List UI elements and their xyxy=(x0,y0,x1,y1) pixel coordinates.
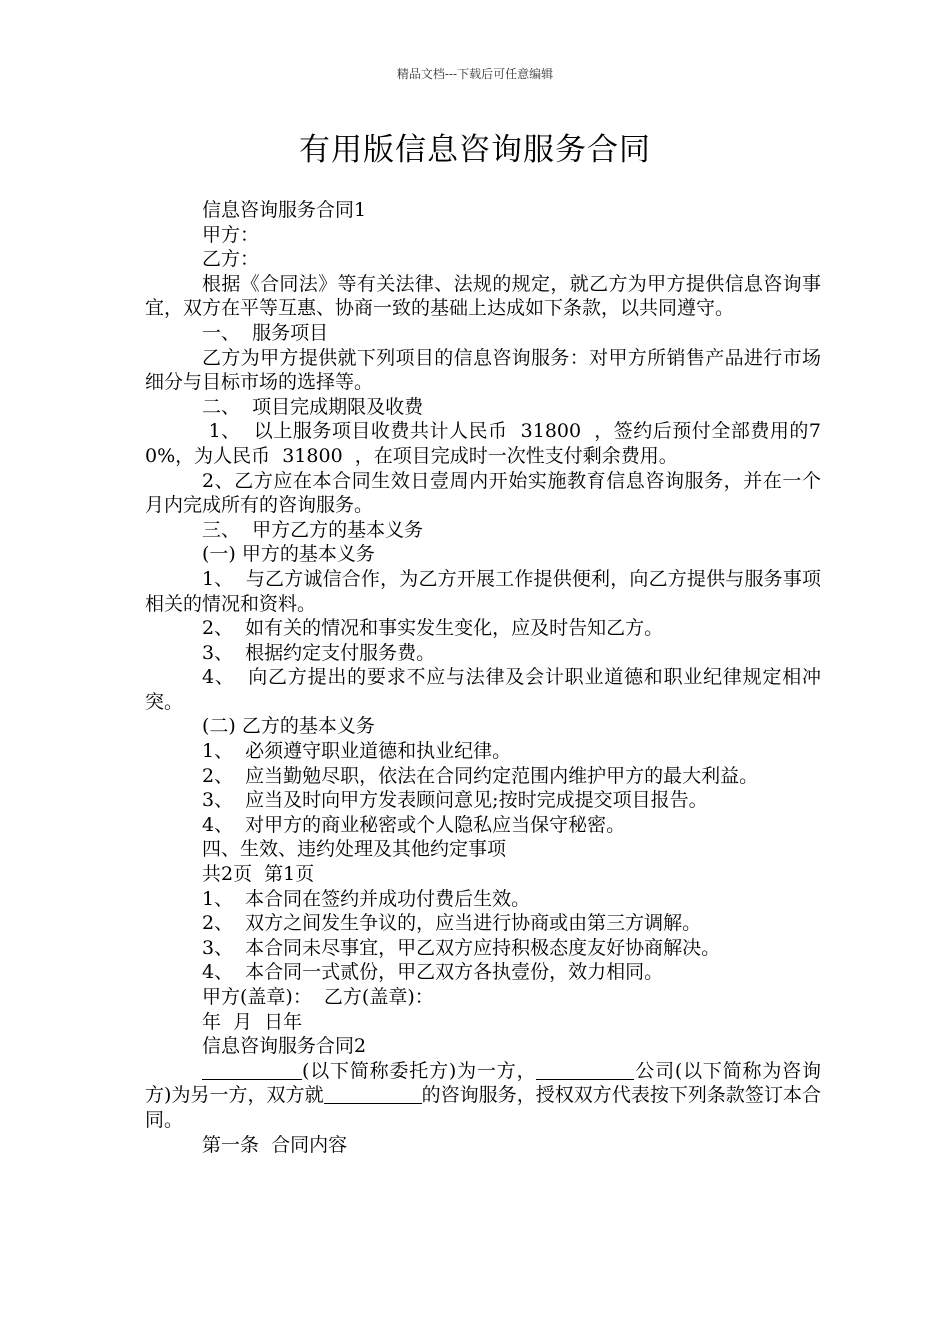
section-2-title: 二、 项目完成期限及收费 xyxy=(202,395,424,418)
date-line: 年 月 日年 xyxy=(202,1010,303,1033)
section-1-title: 一、 服务项目 xyxy=(202,321,329,344)
party-a-label: 甲方： xyxy=(202,223,260,246)
contract-1-intro: 根据《合同法》等有关法律、法规的规定，就乙方为甲方提供信息咨询事宜，双方在平等互惠、协商一致的基础上达成如下条款，以共同遵守。 xyxy=(145,272,821,320)
section-3-title: 三、 甲方乙方的基本义务 xyxy=(202,518,424,541)
contract-2-intro-part-3: 的咨询服务，授权双方代表按下列条款签订本合同。 xyxy=(145,1084,821,1131)
document-body xyxy=(145,198,821,1157)
section-4-clause-1: 1、 本合同在签约并成功付费后生效。 xyxy=(202,887,531,910)
section-3-party-a-clause-1: 1、 与乙方诚信合作，为乙方开展工作提供便利，向乙方提供与服务事项相关的情况和资料。 xyxy=(145,567,821,615)
contract-2-heading: 信息咨询服务合同2 xyxy=(202,1035,367,1058)
page-marker: 共2页 第1页 xyxy=(202,863,315,886)
blank-company-name xyxy=(536,1060,634,1080)
section-3-party-b-clause-1: 1、 必须遵守职业道德和执业纪律。 xyxy=(202,740,512,763)
blank-client-name xyxy=(202,1060,302,1080)
document-title: 有用版信息咨询服务合同 xyxy=(299,132,651,168)
contract-2-intro xyxy=(145,1059,821,1133)
contract-2-intro-part-2: 公司(以下简称为咨询方)为另一方，双方就 xyxy=(145,1059,822,1107)
section-4-clause-3: 3、 本合同未尽事宜，甲乙双方应持积极态度友好协商解决。 xyxy=(202,936,721,959)
section-4-clause-4: 4、 本合同一式贰份，甲乙双方各执壹份，效力相同。 xyxy=(202,961,664,984)
page-header: 精品文档---下载后可任意编辑 xyxy=(396,67,554,81)
section-3-party-a-title: (一) 甲方的基本义务 xyxy=(202,543,375,566)
section-2-clause-1: 1、 以上服务项目收费共计人民币 31800 ，签约后预付全部费用的70%，为人民币 31800 ，在项目完成时一次性支付剩余费用。 xyxy=(145,420,821,467)
section-3-party-b-title: (二) 乙方的基本义务 xyxy=(202,715,375,738)
party-b-label: 乙方： xyxy=(202,248,260,271)
section-3-party-a-clause-4: 4、 向乙方提出的要求不应与法律及会计职业道德和职业纪律规定相冲突。 xyxy=(145,666,821,713)
signature-line: 甲方(盖章)： 乙方(盖章)： xyxy=(202,986,434,1008)
article-1-title: 第一条 合同内容 xyxy=(202,1133,348,1156)
section-3-party-b-clause-3: 3、 应当及时向甲方发表顾问意见;按时完成提交项目报告。 xyxy=(202,789,708,812)
section-3-party-a-clause-3: 3、 根据约定支付服务费。 xyxy=(202,641,436,664)
contract-1-heading: 信息咨询服务合同1 xyxy=(202,199,367,221)
section-4-clause-2: 2、 双方之间发生争议的，应当进行协商或由第三方调解。 xyxy=(202,912,702,935)
section-3-party-a-clause-2: 2、 如有关的情况和事实发生变化，应及时告知乙方。 xyxy=(202,617,664,640)
section-1-text: 乙方为甲方提供就下列项目的信息咨询服务：对甲方所销售产品进行市场细分与目标市场的选择等。 xyxy=(145,346,821,394)
contract-2-intro-part-1: (以下简称委托方)为一方， xyxy=(302,1059,537,1082)
blank-service-name xyxy=(324,1084,422,1104)
section-3-party-b-clause-2: 2、 应当勤勉尽职，依法在合同约定范围内维护甲方的最大利益。 xyxy=(202,764,759,787)
section-3-party-b-clause-4: 4、 对甲方的商业秘密或个人隐私应当保守秘密。 xyxy=(202,813,626,836)
section-4-title: 四、生效、违约处理及其他约定事项 xyxy=(202,838,507,861)
section-2-clause-2: 2、乙方应在本合同生效日壹周内开始实施教育信息咨询服务，并在一个月内完成所有的咨询服务。 xyxy=(145,469,821,517)
